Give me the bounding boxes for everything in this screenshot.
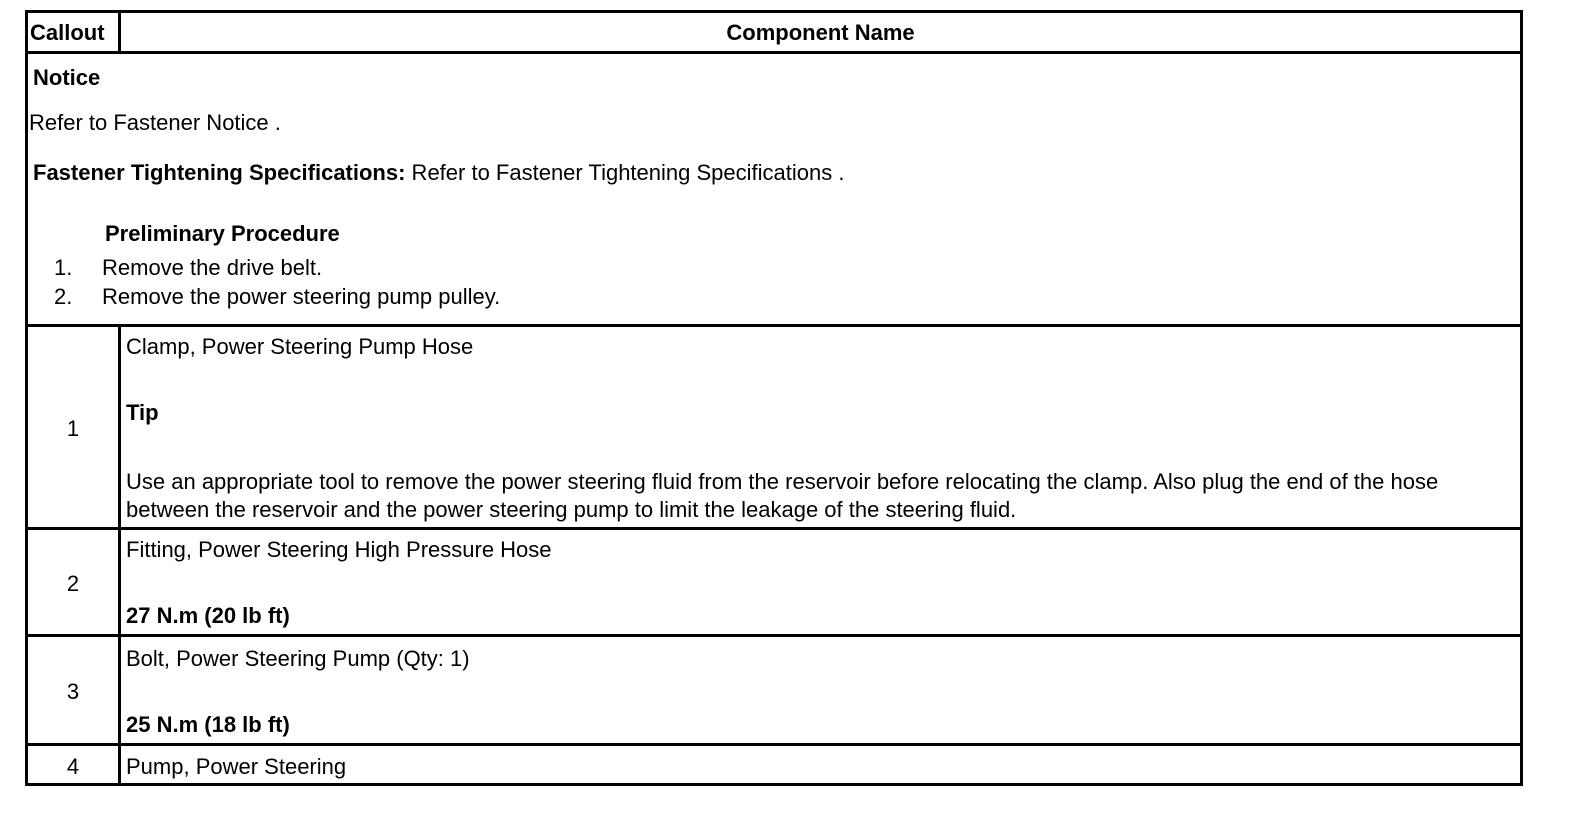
row-divider-3 xyxy=(28,743,1520,746)
callout-number: 1 xyxy=(66,416,80,441)
component-name: Pump, Power Steering xyxy=(126,754,347,779)
callout-number: 4 xyxy=(66,754,80,779)
step-text: Remove the drive belt. xyxy=(102,255,323,280)
tip-text: Use an appropriate tool to remove the power steering fluid from the reservoir before relocating the clamp. Also plug the end of the hose between the reservoir and the power steering pump to limit the leakage of the steering fluid. xyxy=(126,469,1439,522)
callout-number: 2 xyxy=(66,571,80,596)
step-number: 1. xyxy=(54,255,73,280)
callout-number: 3 xyxy=(66,679,80,704)
row-divider-1 xyxy=(28,527,1520,530)
tightening-spec-label: Fastener Tightening Specifications: xyxy=(33,160,406,185)
callout-header: Callout xyxy=(30,20,105,45)
notice-text: Refer to Fastener Notice . xyxy=(29,110,281,135)
row-divider-2 xyxy=(28,634,1520,637)
component-name: Clamp, Power Steering Pump Hose xyxy=(126,334,474,359)
component-table xyxy=(25,10,1523,786)
intro-divider xyxy=(28,324,1520,327)
preliminary-procedure-title: Preliminary Procedure xyxy=(105,221,340,246)
tip-title: Tip xyxy=(126,400,159,425)
tightening-spec-line xyxy=(33,160,844,186)
component-name: Bolt, Power Steering Pump (Qty: 1) xyxy=(126,646,470,671)
component-name: Fitting, Power Steering High Pressure Hose xyxy=(126,537,552,562)
torque-spec: 27 N.m (20 lb ft) xyxy=(126,603,290,628)
notice-title: Notice xyxy=(33,65,101,90)
callout-column-divider xyxy=(118,324,121,783)
torque-spec: 25 N.m (18 lb ft) xyxy=(126,712,290,737)
component-name-header: Component Name xyxy=(726,20,915,45)
tightening-spec-text: Refer to Fastener Tightening Specifications . xyxy=(405,160,845,185)
step-text: Remove the power steering pump pulley. xyxy=(102,284,501,309)
header-divider xyxy=(28,51,1520,54)
step-number: 2. xyxy=(54,284,73,309)
